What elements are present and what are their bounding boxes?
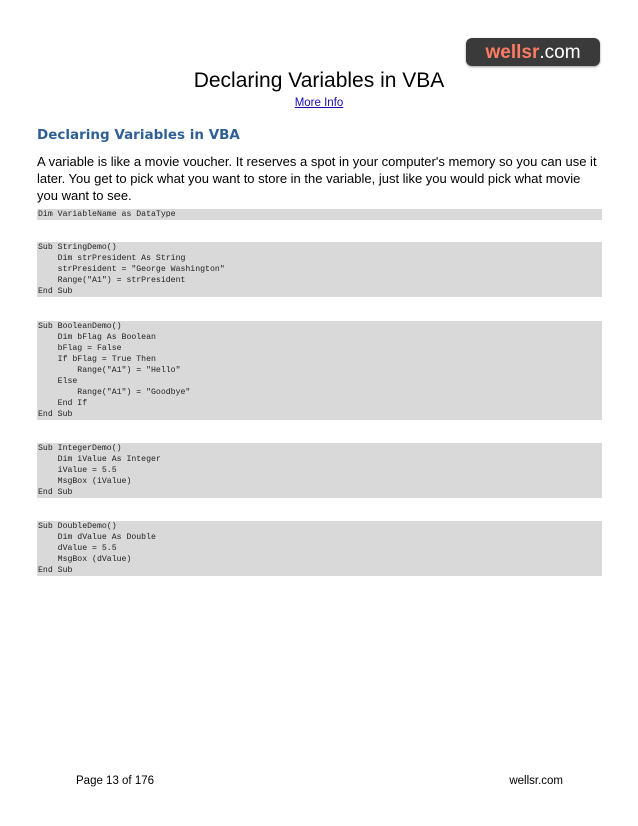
intro-paragraph: A variable is like a movie voucher. It reserves a spot in your computer's memory so you can use it later. You get to pick what you want to store in the variable, just like you would pick what movie you want to see.: [37, 154, 597, 203]
code-block-double-demo: Sub DoubleDemo() Dim dValue As Double dValue = 5.5 MsgBox (dValue) End Sub: [37, 521, 602, 576]
page-title: Declaring Variables in VBA: [193, 69, 445, 92]
section-heading: Declaring Variables in VBA: [37, 127, 240, 143]
logo-brand: wellsr: [485, 41, 540, 63]
code-block-boolean-demo: Sub BooleanDemo() Dim bFlag As Boolean bFlag = False If bFlag = True Then Range("A1") = "Hello" Else Range("A1") = "Goodbye" End If End Sub: [37, 321, 602, 420]
logo-tld: .com: [539, 41, 581, 63]
footer-site: wellsr.com: [509, 775, 563, 787]
code-block-integer-demo: Sub IntegerDemo() Dim iValue As Integer iValue = 5.5 MsgBox (iValue) End Sub: [37, 443, 602, 498]
page-number: Page 13 of 176: [76, 775, 155, 787]
code-block-declaration: Dim VariableName as DataType: [37, 209, 602, 220]
more-info-link[interactable]: More Info: [294, 97, 344, 109]
code-block-string-demo: Sub StringDemo() Dim strPresident As String strPresident = "George Washington" Range("A1") = strPresident End Sub: [37, 242, 602, 297]
wellsr-logo[interactable]: [466, 38, 600, 66]
